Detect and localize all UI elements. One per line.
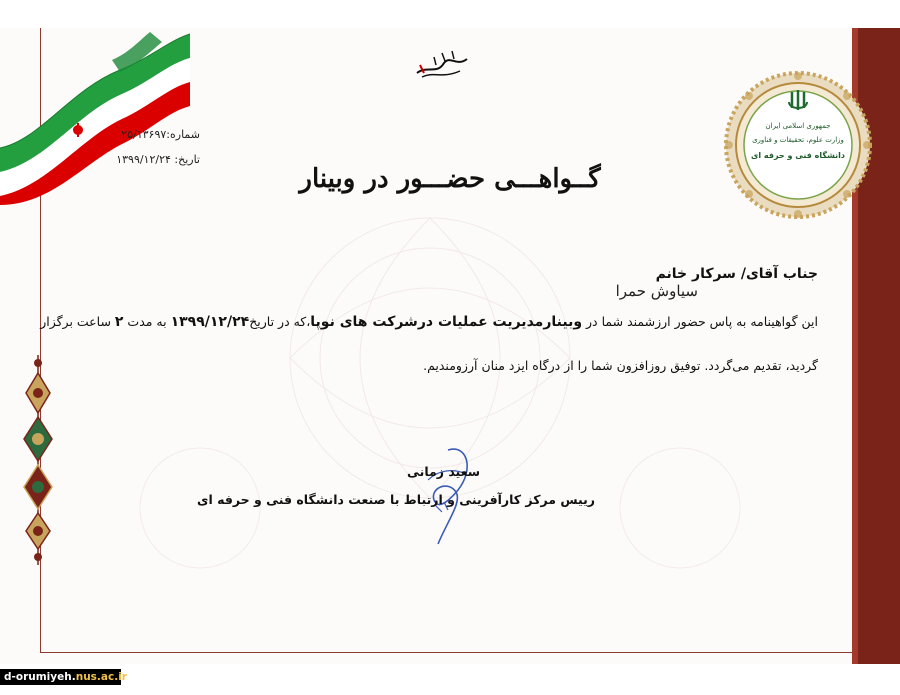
reference-number: شماره:۲۵/۱۳۶۹۷	[121, 128, 200, 141]
ornament-flower-icon	[26, 373, 50, 413]
university-emblem	[712, 70, 884, 220]
body-text-part4: ساعت برگزار	[40, 314, 115, 329]
signer-title: رییس مرکز کارآفرینی و ارتباط با صنعت دانشگاه فنی و حرفه ای	[197, 492, 595, 507]
source-watermark	[0, 669, 127, 685]
body-text-part3: به مدت	[123, 314, 171, 329]
webinar-name: وبینارمدیریت عملیات درشرکت های نوپا	[310, 314, 583, 330]
emblem-line1: جمهوری اسلامی ایران	[765, 122, 831, 130]
body-text-line2: گردید، تقدیم می‌گردد. توفیق روزافزون شما را از درگاه ایزد منان آرزومندیم.	[423, 358, 818, 373]
watermark-prefix: d-orumiyeh.	[4, 671, 76, 683]
frame-line-bottom	[40, 652, 852, 653]
iran-emblem-icon	[789, 90, 807, 110]
reference-date: تاریخ: ۱۳۹۹/۱۲/۲۴	[116, 153, 200, 166]
body-text-part2: ،که در تاریخ	[249, 314, 311, 329]
certificate-title: گــواهـــی حضـــور در وبینار	[299, 164, 601, 194]
body-text-part1: این گواهینامه به پاس حضور ارزشمند شما در	[582, 314, 818, 329]
invocation-calligraphy	[412, 45, 472, 85]
emblem-line3: دانشگاه فنی و حرفه ای	[751, 151, 845, 160]
recipient-name: سیاوش حمرا	[615, 282, 698, 300]
duration-hours: ۲	[114, 314, 124, 330]
webinar-date: ۱۳۹۹/۱۲/۲۴	[170, 314, 250, 330]
salutation: جناب آقای/ سرکار خانم	[655, 266, 818, 282]
emblem-line2: وزارت علوم، تحقیقات و فناوری	[752, 136, 844, 144]
iran-flag-icon	[0, 30, 190, 205]
signer-name: سعید زمانی	[407, 464, 480, 479]
body-text-line1	[40, 314, 818, 330]
decorative-ornaments	[18, 355, 58, 565]
watermark-domain: nus.ac.ir	[75, 671, 127, 683]
